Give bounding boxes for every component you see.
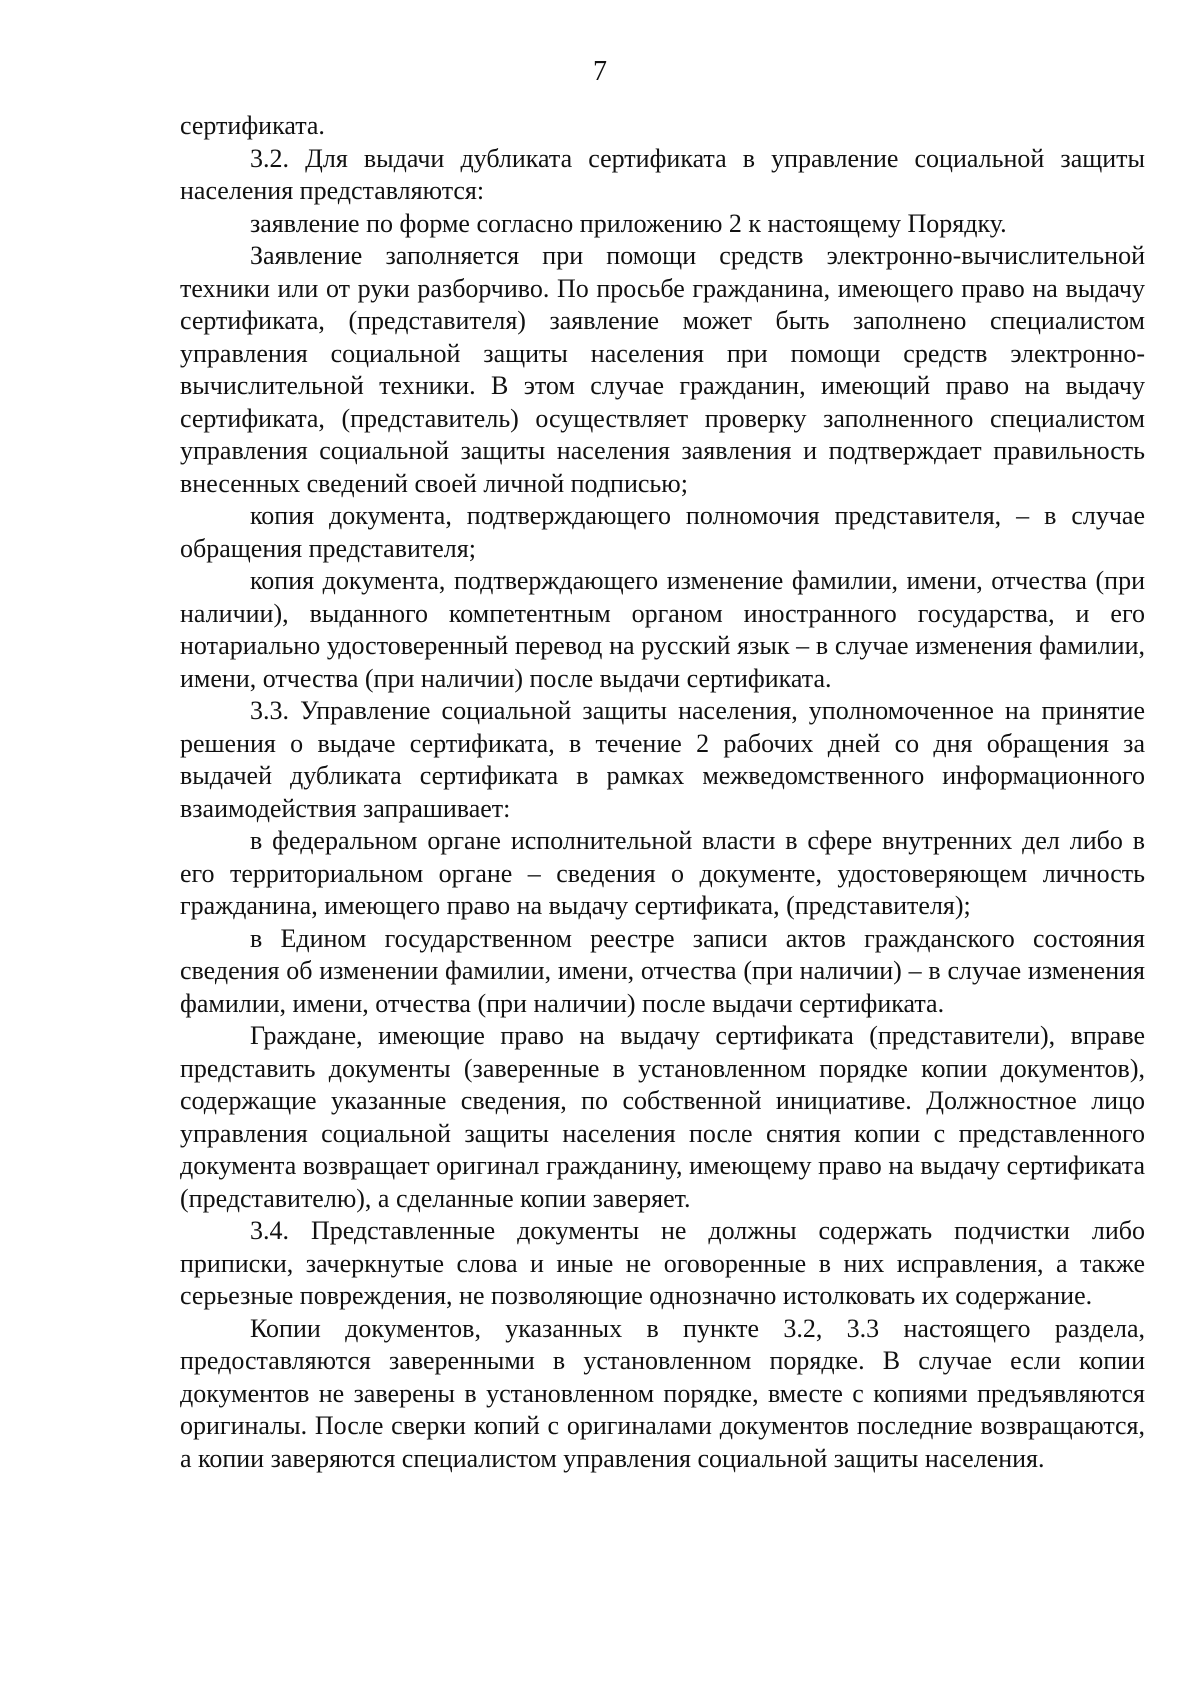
paragraph-representative-copy: копия документа, подтверждающего полномочия представителя, – в случае обращения представителя; bbox=[180, 501, 1145, 563]
paragraph-name-change-copy: копия документа, подтверждающего изменение фамилии, имени, отчества (при наличии), выданного компетентным органом иностранного государства, и его нотариально удостоверенный перевод на русский язык – в случае изменения фамилии, имени, отчества (при наличии) после выдачи сертификата. bbox=[180, 566, 1145, 693]
paragraph-copies-certification: Копии документов, указанных в пункте 3.2, 3.3 настоящего раздела, предоставляются заверенными в установленном порядке. В случае если копии документов не заверены в установленном порядке, вместе с копиями предъявляются оригиналы. После сверки копий с оригиналами документов последние возвращаются, а копии заверяются специалистом управления социальной защиты населения. bbox=[180, 1313, 1145, 1473]
paragraph-continuation: сертификата. bbox=[180, 111, 325, 140]
document-body bbox=[180, 110, 1145, 1475]
paragraph-3-2: 3.2. Для выдачи дубликата сертификата в управление социальной защиты населения представляются: bbox=[180, 143, 1145, 205]
paragraph-internal-affairs-request: в федеральном органе исполнительной власти в сфере внутренних дел либо в его территориальном органе – сведения о документе, удостоверяющем личность гражданина, имеющего право на выдачу сертификата, (представителя); bbox=[180, 826, 1145, 920]
paragraph-application-filling: Заявление заполняется при помощи средств электронно-вычислительной техники или от руки разборчиво. По просьбе гражданина, имеющего право на выдачу сертификата, (представителя) заявление может быть заполнено специалистом управления социальной защиты населения при помощи средств электронно-вычислительной техники. В этом случае гражданин, имеющий право на выдачу сертификата, (представитель) осуществляет проверку заполненного специалистом управления социальной защиты населения заявления и подтверждает правильность внесенных сведений своей личной подписью; bbox=[180, 241, 1145, 498]
paragraph-application-form: заявление по форме согласно приложению 2 к настоящему Порядку. bbox=[250, 208, 1007, 238]
paragraph-3-3: 3.3. Управление социальной защиты населения, уполномоченное на принятие решения о выдаче сертификата, в течение 2 рабочих дней со дня обращения за выдачей дубликата сертификата в рамках межведомственного информационного взаимодействия запрашивает: bbox=[180, 696, 1145, 823]
paragraph-own-initiative: Граждане, имеющие право на выдачу сертификата (представители), вправе представить документы (заверенные в установленном порядке копии документов), содержащие указанные сведения, по собственной инициативе. Должностное лицо управления социальной защиты населения после снятия копии с представленного документа возвращает оригинал гражданину, имеющему право на выдачу сертификата (представителю), а сделанные копии заверяет. bbox=[180, 1021, 1145, 1213]
page-number: 7 bbox=[593, 56, 607, 87]
paragraph-3-4: 3.4. Представленные документы не должны содержать подчистки либо приписки, зачеркнутые слова и иные не оговоренные в них исправления, а также серьезные повреждения, не позволяющие однозначно истолковать их содержание. bbox=[180, 1216, 1145, 1310]
paragraph-civil-registry-request: в Едином государственном реестре записи актов гражданского состояния сведения об изменении фамилии, имени, отчества (при наличии) – в случае изменения фамилии, имени, отчества (при наличии) после выдачи сертификата. bbox=[180, 923, 1145, 1018]
